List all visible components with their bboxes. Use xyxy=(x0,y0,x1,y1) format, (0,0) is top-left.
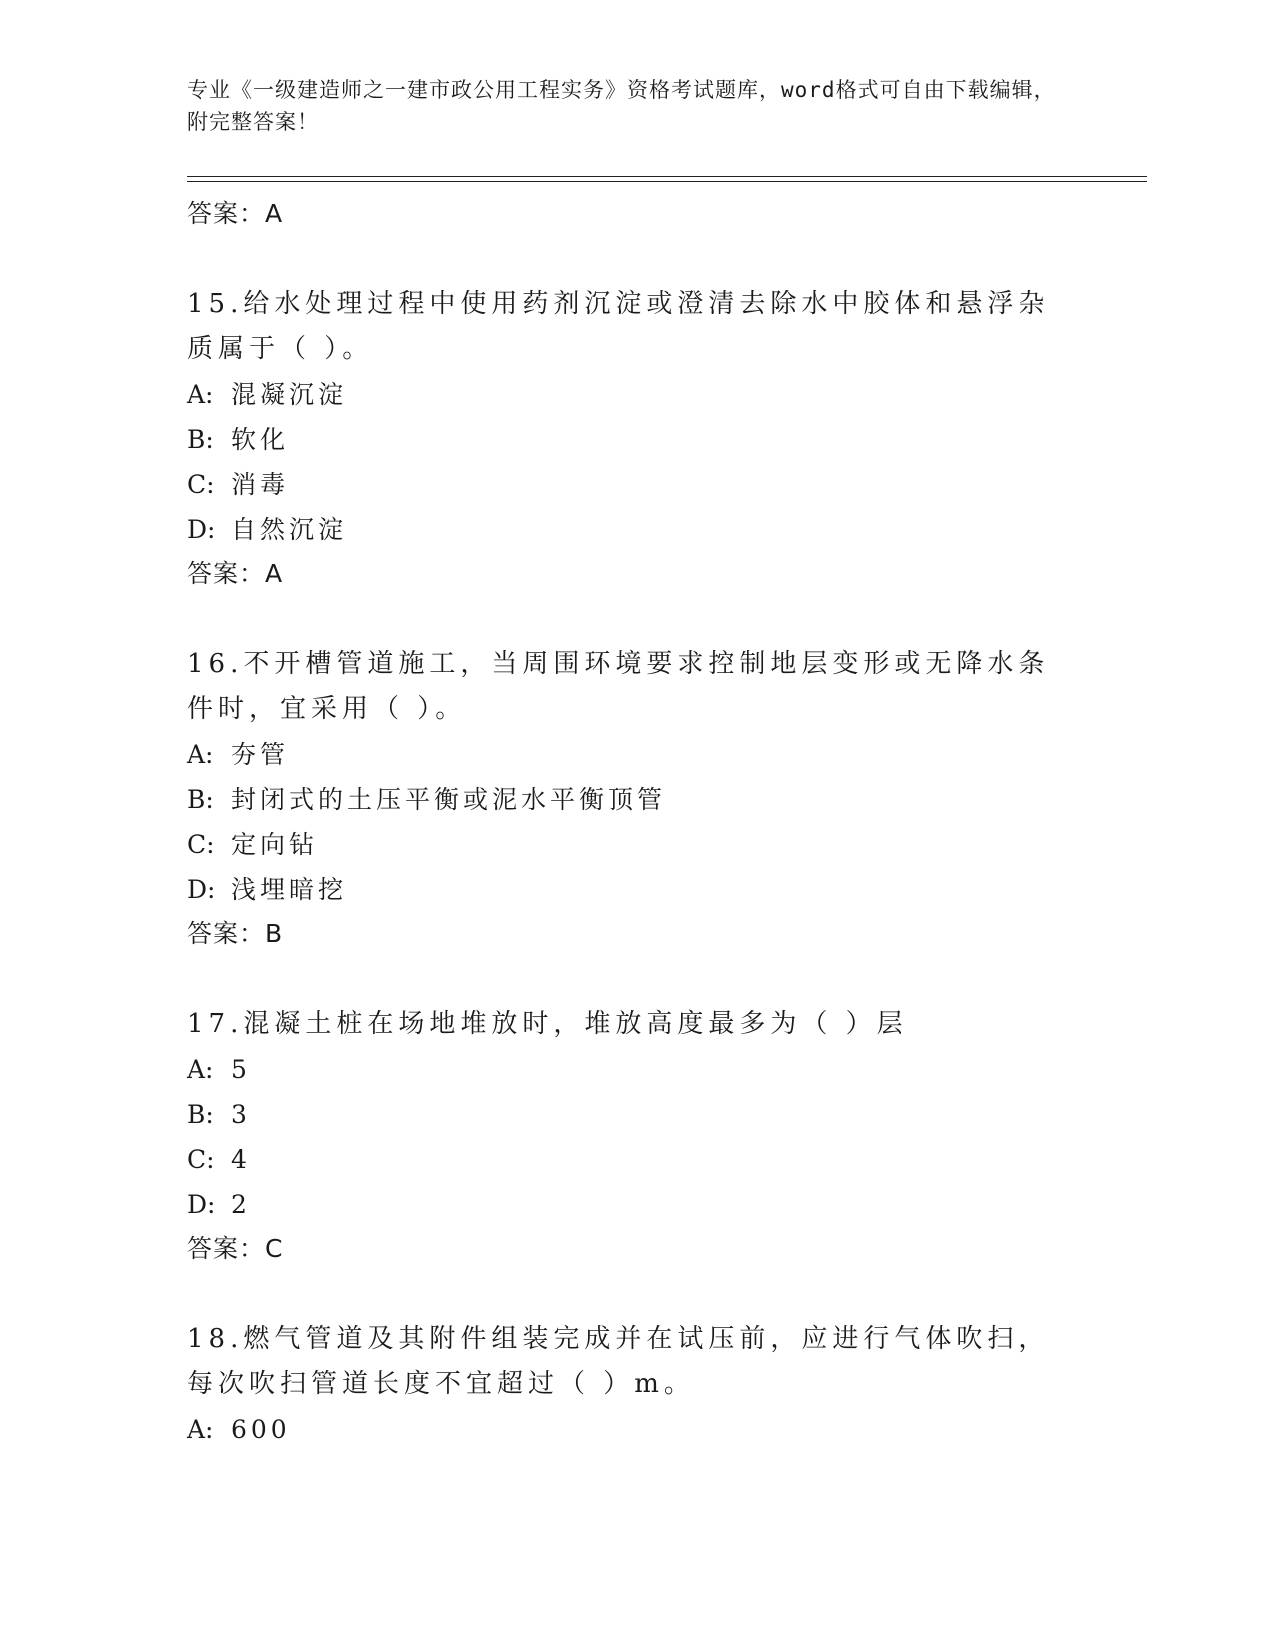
option-letter: B: xyxy=(187,1100,214,1129)
option-text: 混凝沉淀 xyxy=(231,380,348,409)
option-letter: B: xyxy=(187,425,214,454)
answer-line: 答案：A xyxy=(187,199,284,228)
option-a xyxy=(187,1407,1147,1452)
question-stem: 17.混凝土桩在场地堆放时，堆放高度最多为（ ）层 xyxy=(187,1009,908,1039)
option-a xyxy=(187,732,1147,777)
option-a xyxy=(187,372,1147,417)
option-letter: C: xyxy=(187,1145,215,1174)
answer-line: 答案：B xyxy=(187,919,284,948)
answer-line: 答案：C xyxy=(187,1234,284,1263)
question-item xyxy=(187,1002,1147,1271)
question-stem: 16.不开槽管道施工，当周围环境要求控制地层变形或无降水条件时，宜采用（ ）。 xyxy=(187,649,1050,724)
option-text: 软化 xyxy=(231,425,290,454)
question-item xyxy=(187,642,1147,956)
option-text: 600 xyxy=(231,1415,291,1444)
option-letter: D: xyxy=(187,515,216,544)
option-letter: A: xyxy=(187,380,214,409)
option-text: 4 xyxy=(231,1145,251,1174)
option-text: 3 xyxy=(231,1100,251,1129)
option-letter: B: xyxy=(187,785,214,814)
document-page xyxy=(187,0,1147,1452)
answer-line: 答案：A xyxy=(187,559,284,588)
option-text: 定向钻 xyxy=(231,830,319,859)
option-text: 封闭式的土压平衡或泥水平衡顶管 xyxy=(231,785,667,814)
option-letter: D: xyxy=(187,875,216,904)
option-d xyxy=(187,867,1147,912)
option-d xyxy=(187,1182,1147,1227)
option-text: 夯管 xyxy=(231,740,290,769)
option-d xyxy=(187,507,1147,552)
option-letter: C: xyxy=(187,470,215,499)
option-letter: C: xyxy=(187,830,215,859)
option-text: 自然沉淀 xyxy=(231,515,348,544)
option-a xyxy=(187,1047,1147,1092)
option-text: 消毒 xyxy=(231,470,290,499)
option-c xyxy=(187,1137,1147,1182)
question-item xyxy=(187,282,1147,596)
option-letter: A: xyxy=(187,1415,214,1444)
option-c xyxy=(187,822,1147,867)
question-stem: 18.燃气管道及其附件组装完成并在试压前，应进行气体吹扫，每次吹扫管道长度不宜超过（ ）m。 xyxy=(187,1324,1050,1399)
option-letter: A: xyxy=(187,1055,214,1084)
header-divider xyxy=(187,176,1147,182)
option-text: 5 xyxy=(231,1055,251,1084)
option-letter: A: xyxy=(187,740,214,769)
question-item xyxy=(187,1317,1147,1452)
option-c xyxy=(187,462,1147,507)
option-b xyxy=(187,777,1147,822)
option-b xyxy=(187,1092,1147,1137)
question-stem: 15.给水处理过程中使用药剂沉淀或澄清去除水中胶体和悬浮杂质属于（ ）。 xyxy=(187,289,1050,364)
option-b xyxy=(187,417,1147,462)
option-text: 浅埋暗挖 xyxy=(231,875,348,904)
document-header: 专业《一级建造师之一建市政公用工程实务》资格考试题库，word格式可自由下载编辑，附完整答案！ xyxy=(187,78,1056,134)
option-text: 2 xyxy=(231,1190,251,1219)
option-letter: D: xyxy=(187,1190,216,1219)
question-list xyxy=(187,282,1147,1452)
